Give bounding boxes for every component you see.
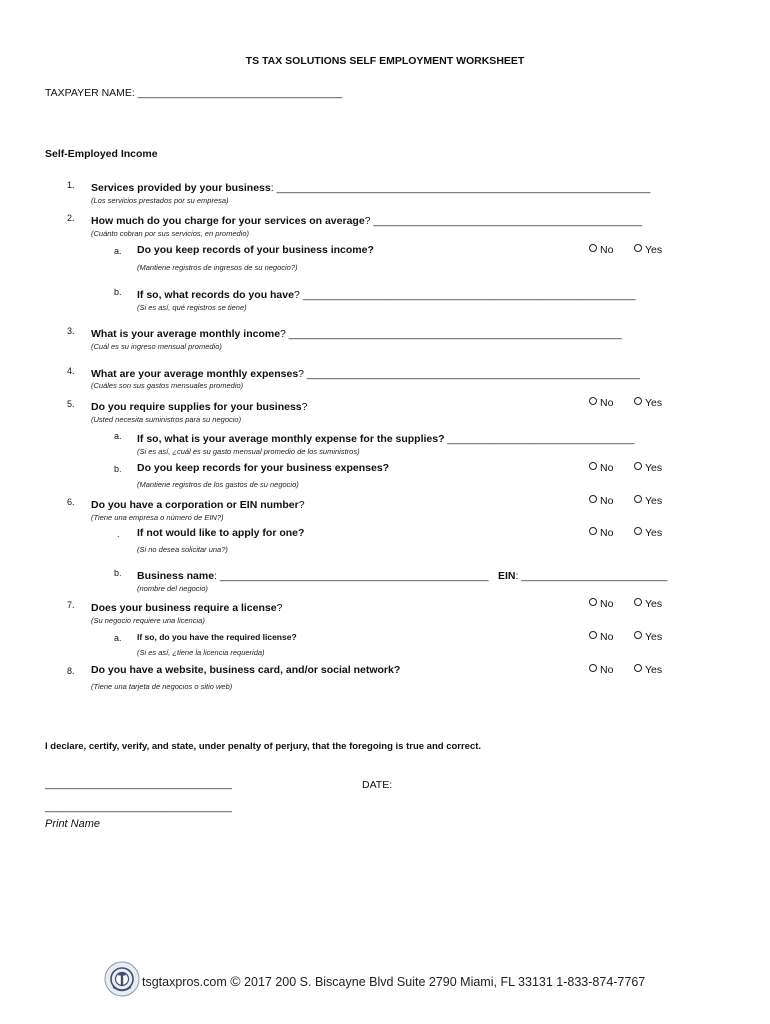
q5-qmark: ? (301, 401, 308, 413)
q8-no-option[interactable] (589, 664, 613, 676)
business-name-line[interactable]: : ______________________________________________ (214, 570, 489, 582)
q8-yes-label: Yes (645, 664, 663, 676)
q1-hint: (Los servicios prestados por su empresa) (91, 196, 229, 205)
q3-hint: (Cuál es su ingreso mensual promedio) (91, 342, 222, 351)
q6a-yes-label: Yes (645, 527, 663, 539)
q2-answer-line[interactable]: ? ______________________________________________ (364, 215, 643, 227)
q5b-yes-option[interactable] (634, 462, 662, 474)
q7a-yes-label: Yes (645, 631, 663, 643)
q2-row (91, 211, 642, 229)
q5b-label: Do you keep records for your business expenses? (137, 462, 390, 474)
taxpayer-name-field[interactable]: TAXPAYER NAME: ___________________________________ (45, 87, 343, 99)
q7-qmark: ? (276, 602, 283, 614)
q2a-yes-option[interactable] (634, 244, 662, 256)
q6a-no-option[interactable] (589, 527, 613, 539)
q7a-label: If so, do you have the required license? (137, 632, 297, 642)
q6a-number: . (117, 529, 120, 539)
q5-number: 5. (67, 399, 75, 409)
radio-circle-icon[interactable] (634, 397, 642, 405)
q5b-no-option[interactable] (589, 462, 613, 474)
q2b-hint: (Si es así, qué registros se tiene) (137, 303, 247, 312)
q1-number: 1. (67, 180, 75, 190)
radio-circle-icon[interactable] (589, 244, 597, 252)
q5-label: Do you require supplies for your business (91, 401, 302, 413)
print-name-line[interactable]: ________________________________ (45, 801, 232, 813)
q1-label: Services provided by your business (91, 182, 271, 194)
q2a-no-label: No (600, 244, 614, 256)
q3-answer-line[interactable]: ? _________________________________________________________ (280, 328, 622, 340)
ein-label: EIN (498, 570, 516, 582)
q4-number: 4. (67, 366, 75, 376)
radio-circle-icon[interactable] (589, 462, 597, 470)
q8-hint: (Tiene una tarjeta de negocios o sitio web) (91, 682, 233, 691)
q5a-label: If so, what is your average monthly expense for the supplies? (137, 433, 445, 445)
declaration-text: I declare, certify, verify, and state, under penalty of perjury, that the foregoing is true and correct. (45, 741, 482, 752)
radio-circle-icon[interactable] (634, 631, 642, 639)
q7-no-label: No (600, 598, 614, 610)
q6-qmark: ? (298, 499, 305, 511)
q6b-number: b. (114, 568, 122, 578)
q2a-yes-label: Yes (645, 244, 663, 256)
radio-circle-icon[interactable] (634, 244, 642, 252)
q8-yes-option[interactable] (634, 664, 662, 676)
radio-circle-icon[interactable] (589, 664, 597, 672)
q5-hint: (Usted necesita suministros para su negocio) (91, 415, 242, 424)
q7a-no-label: No (600, 631, 614, 643)
q3-label: What is your average monthly income (91, 328, 281, 340)
q1-answer-line[interactable]: : ________________________________________________________________ (270, 182, 651, 194)
radio-circle-icon[interactable] (634, 495, 642, 503)
q6a-no-label: No (600, 527, 614, 539)
q2b-label: If so, what records do you have (137, 289, 294, 301)
q2-number: 2. (67, 213, 75, 223)
q6a-hint: (Si no desea solicitar una?) (137, 545, 228, 554)
q5-yes-option[interactable] (634, 397, 662, 409)
q7-label: Does your business require a license (91, 602, 277, 614)
radio-circle-icon[interactable] (634, 462, 642, 470)
radio-circle-icon[interactable] (589, 631, 597, 639)
q7a-yes-option[interactable] (634, 631, 662, 643)
q5-yes-label: Yes (645, 397, 663, 409)
q6-no-option[interactable] (589, 495, 613, 507)
q7a-number: a. (114, 633, 122, 643)
q6a-label: If not would like to apply for one? (137, 527, 305, 539)
q6-label: Do you have a corporation or EIN number (91, 499, 299, 511)
q6b-hint: (nombre del negocio) (137, 584, 208, 593)
q6b-label: Business name (137, 570, 215, 582)
q7-yes-label: Yes (645, 598, 663, 610)
signature-line[interactable]: ________________________________ (45, 778, 232, 790)
radio-circle-icon[interactable] (589, 598, 597, 606)
q6a-yes-option[interactable] (634, 527, 662, 539)
q5b-number: b. (114, 464, 122, 474)
q5-no-option[interactable] (589, 397, 613, 409)
q6b-row (137, 566, 489, 584)
q2a-label: Do you keep records of your business income? (137, 244, 374, 256)
q5-row (91, 397, 307, 415)
q8-label: Do you have a website, business card, and/or social network? (91, 664, 401, 676)
q7a-hint: (Si es así, ¿tiene la licencia requerida) (137, 648, 265, 657)
q4-row (91, 364, 640, 382)
print-name-label: Print Name (45, 818, 101, 830)
q6-yes-label: Yes (645, 495, 663, 507)
copyright-icon: © (230, 973, 241, 989)
q6-hint: (Tiene una empresa o número de EIN?) (91, 513, 224, 522)
q1-row (91, 178, 650, 196)
section-heading: Self-Employed Income (45, 148, 158, 160)
radio-circle-icon[interactable] (589, 527, 597, 535)
q4-label: What are your average monthly expenses (91, 368, 299, 380)
q3-row (91, 324, 622, 342)
radio-circle-icon[interactable] (634, 664, 642, 672)
q2b-row (137, 285, 636, 303)
q7-no-option[interactable] (589, 598, 613, 610)
q6-no-label: No (600, 495, 614, 507)
q2b-number: b. (114, 287, 122, 297)
q5a-hint: (Si es así, ¿cuál es su gasto mensual promedio de los suministros) (137, 447, 360, 456)
q4-hint: (Cuáles son sus gastos mensuales promedio) (91, 381, 244, 390)
q5b-yes-label: Yes (645, 462, 663, 474)
q5b-hint: (Mantiene registros de los gastos de su negocio) (137, 480, 299, 489)
q2-label: How much do you charge for your services on average (91, 215, 365, 227)
ein-line[interactable]: : _________________________ (515, 570, 668, 582)
q5a-row (137, 429, 634, 447)
q6-yes-option[interactable] (634, 495, 662, 507)
radio-circle-icon[interactable] (589, 495, 597, 503)
ein-row (498, 566, 667, 584)
q5-no-label: No (600, 397, 614, 409)
q7-row (91, 598, 282, 616)
document-title: TS TAX SOLUTIONS SELF EMPLOYMENT WORKSHEET (245, 55, 525, 67)
q2a-no-option[interactable] (589, 244, 613, 256)
q7-number: 7. (67, 600, 75, 610)
q7-hint: (Su negocio requiere una licencia) (91, 616, 205, 625)
radio-circle-icon[interactable] (634, 527, 642, 535)
q2-hint: (Cuánto cobran por sus servicios, en promedio) (91, 229, 249, 238)
q7-yes-option[interactable] (634, 598, 662, 610)
q5a-number: a. (114, 431, 122, 441)
q8-no-label: No (600, 664, 614, 676)
q7a-no-option[interactable] (589, 631, 613, 643)
radio-circle-icon[interactable] (589, 397, 597, 405)
q8-number: 8. (67, 666, 75, 676)
footer-address: 2017 200 S. Biscayne Blvd Suite 2790 Miami, FL 33131 1-833-874-7767 (240, 975, 646, 989)
radio-circle-icon[interactable] (634, 598, 642, 606)
footer (142, 973, 645, 989)
q6-row (91, 495, 305, 513)
q2a-hint: (Mantiene registros de ingresos de su negocio?) (137, 263, 298, 272)
q2b-answer-line[interactable]: ? _________________________________________________________ (293, 289, 636, 301)
q3-number: 3. (67, 326, 75, 336)
footer-site[interactable]: tsgtaxpros.com (142, 975, 227, 989)
company-logo-icon (104, 961, 140, 997)
q2a-number: a. (114, 246, 122, 256)
date-label: DATE: (362, 779, 393, 791)
q6-number: 6. (67, 497, 75, 507)
q4-answer-line[interactable]: ? _________________________________________________________ (298, 368, 640, 380)
q5a-answer-line[interactable]: ________________________________ (444, 433, 635, 445)
q5b-no-label: No (600, 462, 614, 474)
